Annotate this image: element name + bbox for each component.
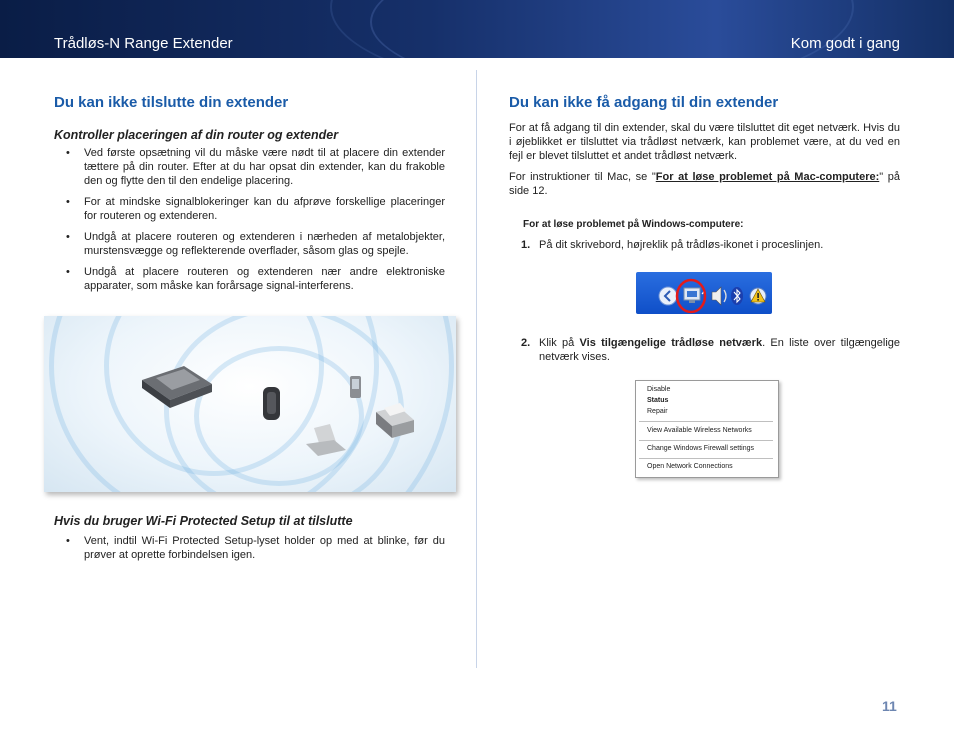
wps-subheading: Hvis du bruger Wi-Fi Protected Setup til at tilslutte: [54, 514, 353, 528]
context-menu-screenshot: [635, 380, 779, 478]
phone-icon: [350, 376, 361, 398]
right-heading: Du kan ikke få adgang til din extender: [509, 94, 779, 111]
wps-section: [54, 513, 445, 562]
placement-bullet-list: [54, 146, 445, 293]
step-number: 2.: [521, 337, 531, 349]
devices-drawing: [44, 316, 456, 492]
right-column: [509, 94, 900, 252]
mac-reference-paragraph: [509, 170, 900, 198]
wireless-devices-illustration: [44, 316, 456, 492]
wps-bullet-list: [54, 534, 445, 562]
column-divider: [476, 70, 477, 668]
step-2-section: [509, 336, 900, 364]
taskbar-screenshot: [636, 272, 772, 314]
laptop-icon: [306, 424, 346, 456]
step-1: [509, 238, 900, 252]
page-number: 11: [882, 698, 897, 714]
mac-instructions-link[interactable]: For at løse problemet på Mac-computere:: [655, 171, 880, 183]
step-text: På dit skrivebord, højreklik på trådløs-ikonet i proceslinjen.: [539, 239, 824, 251]
menu-item-open-network-connections[interactable]: Open Network Connections: [647, 463, 733, 470]
volume-icon: [712, 287, 726, 305]
step-text-prefix: Klik på: [539, 337, 580, 349]
mac-ref-prefix: For instruktioner til Mac, se ": [509, 171, 656, 183]
printer-icon: [376, 403, 414, 438]
menu-item-repair[interactable]: Repair: [647, 408, 668, 415]
header-decoration: [330, 0, 854, 58]
menu-item-status[interactable]: Status: [647, 397, 669, 404]
windows-subheading: For at løse problemet på Windows-computere:: [523, 219, 744, 230]
list-item: • For at mindske signalblokeringer kan du afprøve forskellige placeringer for routeren og extenderen.: [54, 195, 445, 223]
menu-item-firewall-settings[interactable]: Change Windows Firewall settings: [647, 445, 754, 452]
menu-separator: [639, 458, 773, 459]
list-item: • Undgå at placere routeren og extenderen nær andre elektroniske apparater, som måske kan forårsage signal-interferens.: [54, 265, 445, 293]
list-item: • Ved første opsætning vil du måske være nødt til at placere din extender tættere på din router. Efter at du har opsat din extender, kan du frakoble den og flytte den til den endelige placering.: [54, 146, 445, 188]
access-paragraph: For at få adgang til din extender, skal du være tilsluttet dit eget netværk. Hvis du i øjeblikket er tilsluttet via trådløst netværk, kan problemet være, at du ved en fejl er blevet tilsluttet et andet trådløst netværk.: [509, 122, 900, 162]
chevron-left-icon: [659, 287, 677, 305]
header-section-title: Kom godt i gang: [790, 35, 900, 52]
step-text-suffix: . En liste over tilgængelige netværk vises.: [539, 337, 901, 363]
step-number: 1.: [521, 239, 531, 251]
left-column: [54, 94, 445, 293]
bluetooth-icon: [731, 287, 743, 305]
left-heading: Du kan ikke tilslutte din extender: [54, 94, 289, 111]
extender-icon: [263, 387, 280, 420]
step-2: [509, 336, 900, 364]
security-warning-icon: [750, 288, 766, 304]
menu-item-disable[interactable]: Disable: [647, 386, 671, 393]
step-text-bold: Vis tilgængelige trådløse netværk: [579, 337, 763, 349]
mac-ref-suffix: " på side 12.: [509, 171, 901, 197]
menu-separator: [639, 440, 773, 441]
list-item: • Undgå at placere routeren og extenderen i nærheden af metalobjekter, murstensvægge og reflekterende overflader, såsom glas og spejle.: [54, 230, 445, 258]
wireless-network-icon: [684, 286, 704, 303]
list-item: • Vent, indtil Wi-Fi Protected Setup-lyset holder op med at blinke, før du prøver at oprette forbindelsen igen.: [54, 534, 445, 562]
router-icon: [142, 366, 212, 408]
menu-separator: [639, 421, 773, 422]
page-header: [0, 0, 954, 58]
header-product-title: Trådløs-N Range Extender: [54, 35, 233, 52]
menu-item-view-wireless-networks[interactable]: View Available Wireless Networks: [647, 427, 752, 434]
placement-subheading: Kontroller placeringen af din router og extender: [54, 128, 339, 142]
